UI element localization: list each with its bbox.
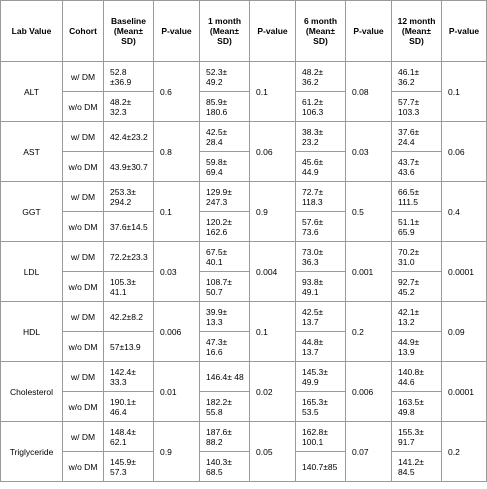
month-12-value xyxy=(392,182,442,212)
month-12-value xyxy=(392,212,442,242)
cell-text: 67.5± 40.1 xyxy=(206,246,228,267)
p-value-6-month: 0.03 xyxy=(346,122,392,182)
cell-text: 61.2± 106.3 xyxy=(302,96,324,117)
cell-text: 57±13.9 xyxy=(110,341,141,352)
cohort-label: w/o DM xyxy=(63,272,104,302)
p-value-1-month: 0.05 xyxy=(250,422,296,482)
month-6-value xyxy=(296,152,346,182)
month-12-value xyxy=(392,242,442,272)
cell-text: 187.6± 88.2 xyxy=(206,426,232,447)
cell-text: 145.3± 49.9 xyxy=(302,366,328,387)
p-value-1-month: 0.1 xyxy=(250,302,296,362)
baseline-value xyxy=(104,92,154,122)
header-6-month: 6 month (Mean± SD) xyxy=(296,1,346,62)
month-1-value xyxy=(200,152,250,182)
month-6-value xyxy=(296,212,346,242)
p-value-6-month: 0.07 xyxy=(346,422,392,482)
header-12-month: 12 month (Mean± SD) xyxy=(392,1,442,62)
header-p-value: P-value xyxy=(154,1,200,62)
cohort-label: w/o DM xyxy=(63,332,104,362)
p-value-1-month: 0.1 xyxy=(250,62,296,122)
month-6-value xyxy=(296,182,346,212)
cell-text: 44.9± 13.9 xyxy=(398,336,420,357)
month-12-value xyxy=(392,62,442,92)
p-value-1-month: 0.9 xyxy=(250,182,296,242)
cell-text: 51.1± 65.9 xyxy=(398,216,420,237)
p-value-6-month: 0.006 xyxy=(346,362,392,422)
month-6-value xyxy=(296,122,346,152)
cohort-label: w/ DM xyxy=(63,122,104,152)
table-row xyxy=(1,152,487,182)
lab-name: Triglyceride xyxy=(1,422,63,482)
month-6-value xyxy=(296,62,346,92)
month-6-value xyxy=(296,362,346,392)
month-6-value xyxy=(296,422,346,452)
baseline-value xyxy=(104,392,154,422)
cell-text: 59.8± 69.4 xyxy=(206,156,228,177)
cell-text: 38.3± 23.2 xyxy=(302,126,324,147)
cohort-label: w/ DM xyxy=(63,422,104,452)
month-1-value xyxy=(200,182,250,212)
month-12-value xyxy=(392,92,442,122)
cell-text: 42.5± 28.4 xyxy=(206,126,228,147)
header-1-month: 1 month (Mean± SD) xyxy=(200,1,250,62)
baseline-value xyxy=(104,62,154,92)
month-1-value xyxy=(200,62,250,92)
month-6-value xyxy=(296,272,346,302)
baseline-value xyxy=(104,122,154,152)
lab-name: Cholesterol xyxy=(1,362,63,422)
cell-text: 57.7± 103.3 xyxy=(398,96,420,117)
cell-text: 182.2± 55.8 xyxy=(206,396,232,417)
cell-text: 52.3± 49.2 xyxy=(206,66,228,87)
cell-text: 129.9± 247.3 xyxy=(206,186,232,207)
cell-text: 140.8± 44.6 xyxy=(398,366,424,387)
cell-text: 66.5± 111.5 xyxy=(398,186,420,207)
cell-text: 52.8 ±36.9 xyxy=(110,66,132,87)
month-6-value xyxy=(296,242,346,272)
baseline-value xyxy=(104,332,154,362)
month-1-value xyxy=(200,242,250,272)
p-value-12-month: 0.09 xyxy=(442,302,487,362)
cell-text: 148.4± 62.1 xyxy=(110,426,136,447)
cell-text: 48.2± 36.2 xyxy=(302,66,324,87)
baseline-value xyxy=(104,152,154,182)
p-value-12-month: 0.4 xyxy=(442,182,487,242)
month-1-value xyxy=(200,452,250,482)
cell-text: 108.7± 50.7 xyxy=(206,276,232,297)
cell-text: 105.3± 41.1 xyxy=(110,276,136,297)
lab-name: LDL xyxy=(1,242,63,302)
lab-name: HDL xyxy=(1,302,63,362)
p-value-baseline: 0.9 xyxy=(154,422,200,482)
p-value-baseline: 0.8 xyxy=(154,122,200,182)
p-value-12-month: 0.1 xyxy=(442,62,487,122)
table-row xyxy=(1,332,487,362)
table-row xyxy=(1,452,487,482)
p-value-baseline: 0.006 xyxy=(154,302,200,362)
month-6-value xyxy=(296,452,346,482)
month-12-value xyxy=(392,272,442,302)
month-1-value xyxy=(200,422,250,452)
table-row xyxy=(1,362,487,392)
table-row xyxy=(1,62,487,92)
p-value-12-month: 0.0001 xyxy=(442,362,487,422)
cell-text: 155.3± 91.7 xyxy=(398,426,424,447)
month-1-value xyxy=(200,392,250,422)
baseline-value xyxy=(104,242,154,272)
month-6-value xyxy=(296,392,346,422)
lab-name: GGT xyxy=(1,182,63,242)
cell-text: 165.3± 53.5 xyxy=(302,396,328,417)
p-value-6-month: 0.08 xyxy=(346,62,392,122)
month-6-value xyxy=(296,302,346,332)
month-1-value xyxy=(200,302,250,332)
month-1-value xyxy=(200,212,250,242)
cell-text: 140.3± 68.5 xyxy=(206,456,232,477)
cohort-label: w/o DM xyxy=(63,392,104,422)
header-cohort: Cohort xyxy=(63,1,104,62)
cohort-label: w/o DM xyxy=(63,92,104,122)
baseline-value xyxy=(104,212,154,242)
month-1-value xyxy=(200,362,250,392)
p-value-1-month: 0.004 xyxy=(250,242,296,302)
cohort-label: w/o DM xyxy=(63,452,104,482)
month-1-value xyxy=(200,122,250,152)
cohort-label: w/ DM xyxy=(63,302,104,332)
cell-text: 45.6± 44.9 xyxy=(302,156,324,177)
cell-text: 70.2± 31.0 xyxy=(398,246,420,267)
cell-text: 141.2± 84.5 xyxy=(398,456,424,477)
p-value-baseline: 0.6 xyxy=(154,62,200,122)
baseline-value xyxy=(104,362,154,392)
cell-text: 162.8± 100.1 xyxy=(302,426,328,447)
p-value-1-month: 0.02 xyxy=(250,362,296,422)
lab-name: AST xyxy=(1,122,63,182)
cell-text: 42.5± 13.7 xyxy=(302,306,324,327)
lab-name: ALT xyxy=(1,62,63,122)
header-baseline: Baseline (Mean± SD) xyxy=(104,1,154,62)
table-row xyxy=(1,122,487,152)
cell-text: 142.4± 33.3 xyxy=(110,366,136,387)
cell-text: 42.1± 13.2 xyxy=(398,306,420,327)
cell-text: 43.7± 43.6 xyxy=(398,156,420,177)
table-row xyxy=(1,242,487,272)
p-value-baseline: 0.03 xyxy=(154,242,200,302)
p-value-baseline: 0.1 xyxy=(154,182,200,242)
cell-text: 93.8± 49.1 xyxy=(302,276,324,297)
p-value-6-month: 0.2 xyxy=(346,302,392,362)
table-row xyxy=(1,392,487,422)
cohort-label: w/ DM xyxy=(63,62,104,92)
table-row xyxy=(1,272,487,302)
month-6-value xyxy=(296,92,346,122)
cell-text: 47.3± 16.6 xyxy=(206,336,228,357)
month-12-value xyxy=(392,332,442,362)
table-row xyxy=(1,182,487,212)
header-p-value: P-value xyxy=(250,1,296,62)
cell-text: 253.3± 294.2 xyxy=(110,186,136,207)
month-12-value xyxy=(392,452,442,482)
month-1-value xyxy=(200,332,250,362)
cell-text: 120.2± 162.6 xyxy=(206,216,232,237)
cell-text: 42.2±8.2 xyxy=(110,311,144,322)
month-12-value xyxy=(392,152,442,182)
month-1-value xyxy=(200,92,250,122)
table-row xyxy=(1,302,487,332)
baseline-value xyxy=(104,422,154,452)
cell-text: 48.2± 32.3 xyxy=(110,96,132,117)
header-lab-value: Lab Value xyxy=(1,1,63,62)
month-12-value xyxy=(392,122,442,152)
p-value-12-month: 0.06 xyxy=(442,122,487,182)
cohort-label: w/o DM xyxy=(63,152,104,182)
cell-text: 57.6± 73.6 xyxy=(302,216,324,237)
p-value-12-month: 0.2 xyxy=(442,422,487,482)
cohort-label: w/ DM xyxy=(63,242,104,272)
cell-text: 163.5± 49.8 xyxy=(398,396,424,417)
cell-text: 39.9± 13.3 xyxy=(206,306,228,327)
cell-text: 190.1± 46.4 xyxy=(110,396,136,417)
cell-text: 72.2±23.3 xyxy=(110,251,148,262)
month-6-value xyxy=(296,332,346,362)
baseline-value xyxy=(104,452,154,482)
baseline-value xyxy=(104,272,154,302)
cell-text: 146.4± 48 xyxy=(206,371,244,382)
cohort-label: w/o DM xyxy=(63,212,104,242)
month-12-value xyxy=(392,362,442,392)
baseline-value xyxy=(104,182,154,212)
table-row xyxy=(1,92,487,122)
cell-text: 145.9± 57.3 xyxy=(110,456,136,477)
cell-text: 42.4±23.2 xyxy=(110,131,148,142)
cohort-label: w/ DM xyxy=(63,362,104,392)
cell-text: 44.8± 13.7 xyxy=(302,336,324,357)
p-value-6-month: 0.001 xyxy=(346,242,392,302)
cell-text: 72.7± 118.3 xyxy=(302,186,324,207)
p-value-12-month: 0.0001 xyxy=(442,242,487,302)
cell-text: 37.6± 24.4 xyxy=(398,126,420,147)
cell-text: 73.0± 36.3 xyxy=(302,246,324,267)
p-value-1-month: 0.06 xyxy=(250,122,296,182)
month-12-value xyxy=(392,422,442,452)
table-row xyxy=(1,422,487,452)
month-1-value xyxy=(200,272,250,302)
cell-text: 46.1± 36.2 xyxy=(398,66,420,87)
p-value-6-month: 0.5 xyxy=(346,182,392,242)
header-row xyxy=(1,1,487,62)
p-value-baseline: 0.01 xyxy=(154,362,200,422)
month-12-value xyxy=(392,392,442,422)
header-p-value: P-value xyxy=(346,1,392,62)
header-p-value: P-value xyxy=(442,1,487,62)
cell-text: 37.6±14.5 xyxy=(110,221,148,232)
cell-text: 92.7± 45.2 xyxy=(398,276,420,297)
cell-text: 43.9±30.7 xyxy=(110,161,148,172)
cell-text: 140.7±85 xyxy=(302,461,338,472)
month-12-value xyxy=(392,302,442,332)
cell-text: 85.9± 180.6 xyxy=(206,96,228,117)
baseline-value xyxy=(104,302,154,332)
cohort-label: w/ DM xyxy=(63,182,104,212)
table-row xyxy=(1,212,487,242)
